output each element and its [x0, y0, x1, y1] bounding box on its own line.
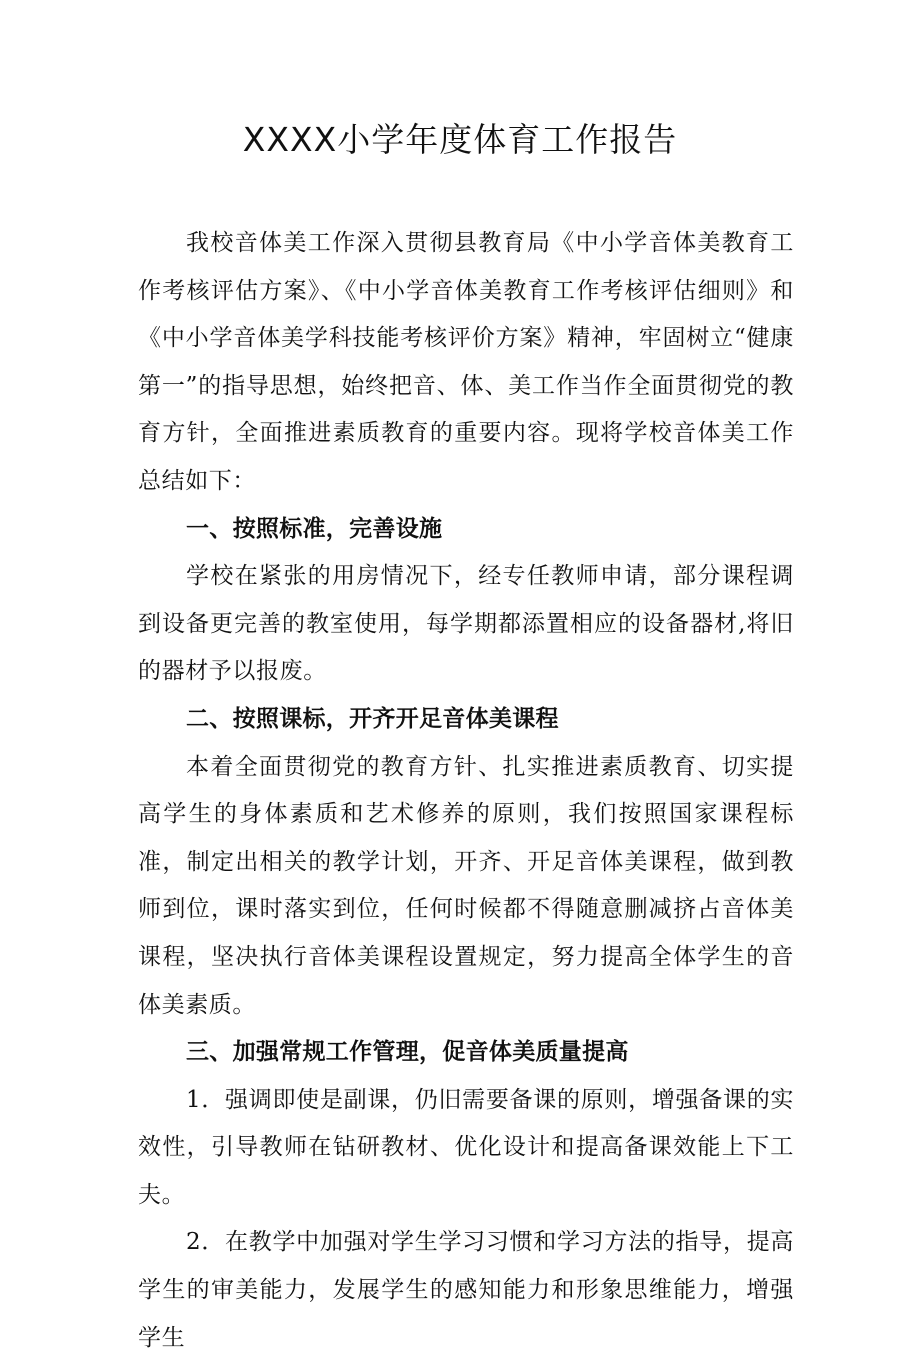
- document-body: [138, 220, 794, 1362]
- section-2-paragraph: 本着全面贯彻党的教育方针、扎实推进素质教育、切实提高学生的身体素质和艺术修养的原则，我们按照国家课程标准，制定出相关的教学计划，开齐、开足音体美课程，做到教师到位，课时落实到位，任何时候都不得随意删减挤占音体美课程，坚决执行音体美课程设置规定，努力提高全体学生的音体美素质。: [138, 753, 794, 1018]
- document-title: XXXX小学年度体育工作报告: [242, 120, 678, 159]
- section-3-item-2: 2．在教学中加强对学生学习习惯和学习方法的指导，提高学生的审美能力，发展学生的感知能力和形象思维能力，增强学生: [138, 1229, 794, 1351]
- section-1-heading: 一、按照标准，完善设施: [186, 515, 443, 542]
- intro-paragraph: 我校音体美工作深入贯彻县教育局《中小学音体美教育工作考核评估方案》、《中小学音体美教育工作考核评估细则》和《中小学音体美学科技能考核评价方案》精神，牢固树立“健康第一”的指导思想，始终把音、体、美工作当作全面贯彻党的教育方针，全面推进素质教育的重要内容。现将学校音体美工作总结如下：: [138, 230, 794, 494]
- section-3-item-1: 1．强调即使是副课，仍旧需要备课的原则，增强备课的实效性，引导教师在钻研教材、优化设计和提高备课效能上下工夫。: [138, 1086, 794, 1208]
- section-1-paragraph: 学校在紧张的用房情况下，经专任教师申请，部分课程调到设备更完善的教室使用，每学期都添置相应的设备器材,将旧的器材予以报废。: [138, 563, 794, 685]
- section-2-heading: 二、按照课标，开齐开足音体美课程: [186, 705, 559, 732]
- section-3-heading: 三、加强常规工作管理，促音体美质量提高: [186, 1039, 629, 1066]
